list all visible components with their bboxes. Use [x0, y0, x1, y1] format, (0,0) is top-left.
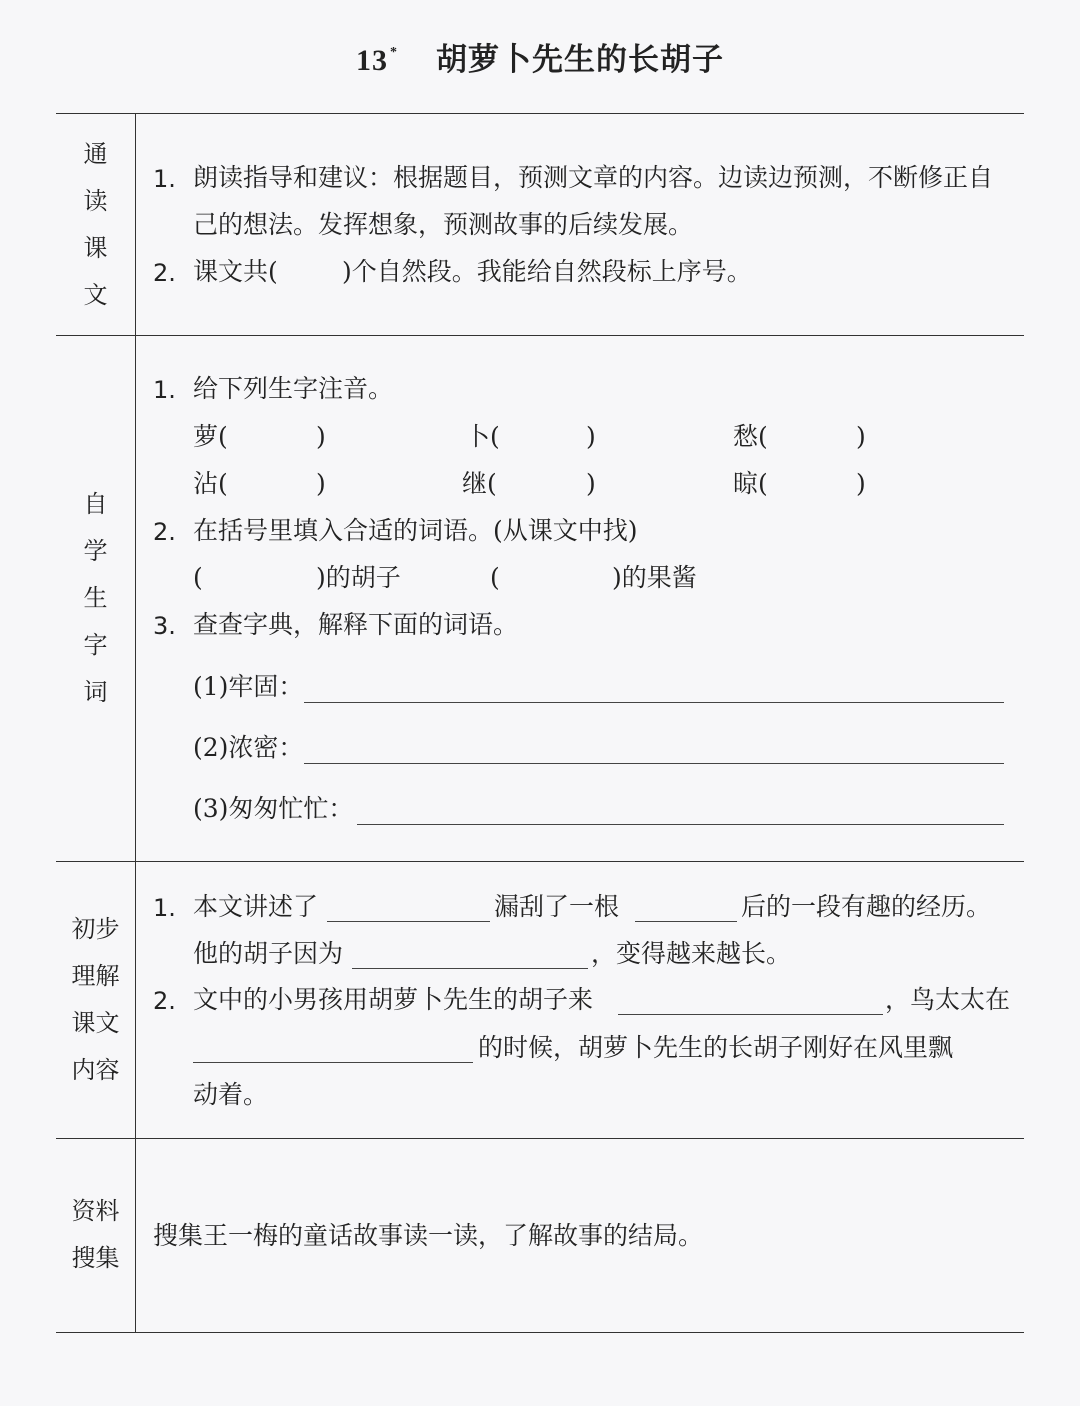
table-top-border — [56, 113, 1024, 114]
row-divider-2 — [56, 861, 1024, 862]
table-bottom-border — [56, 1332, 1024, 1333]
pinyin-item-bo: 卜( — [465, 422, 500, 451]
paragraph-count-prefix: 课文共( — [193, 257, 278, 286]
word-laogu-label: (1)牢固： — [193, 672, 304, 701]
bird-lady-prefix: ，鸟太太在 — [885, 985, 1011, 1014]
fill-open-paren: ( — [490, 563, 500, 592]
answer-line[interactable] — [193, 1062, 473, 1063]
question-number: 1. — [153, 894, 176, 922]
page-title — [0, 34, 1080, 79]
lesson-number: 13 * — [356, 44, 398, 77]
story-blank-suffix: 后的一段有趣的经历。 — [741, 892, 992, 921]
reading-guidance-line1: 朗读指导和建议：根据题目，预测文章的内容。边读边预测，不断修正自 — [193, 163, 994, 192]
pinyin-instruction: 给下列生字注音。 — [193, 374, 394, 403]
answer-line[interactable] — [304, 763, 1004, 764]
question-number: 3. — [153, 612, 176, 640]
word-nongmi-label: (2)浓密： — [193, 733, 304, 762]
pinyin-close: ) — [586, 469, 596, 498]
row-divider-3 — [56, 1138, 1024, 1139]
pinyin-close: ) — [586, 422, 596, 451]
pinyin-item-luo: 萝( — [193, 422, 228, 451]
self-study-mark: * — [390, 45, 398, 60]
answer-line[interactable] — [357, 824, 1004, 825]
row-divider-1 — [56, 335, 1024, 336]
pinyin-close: ) — [316, 469, 326, 498]
beard-fluttering-end: 动着。 — [193, 1080, 269, 1109]
question-number: 2. — [153, 259, 176, 287]
fill-open-paren: ( — [193, 563, 203, 592]
question-number: 2. — [153, 518, 176, 546]
question-number: 1. — [153, 376, 176, 404]
pinyin-item-zhan: 沾( — [193, 469, 228, 498]
section-label-read: 通 读 课 文 — [83, 140, 108, 309]
boy-use-prefix: 文中的小男孩用胡萝卜先生的胡子来 — [193, 985, 594, 1014]
section-label-research: 资料 搜集 — [71, 1197, 120, 1272]
fill-words-instruction: 在括号里填入合适的词语。(从课文中找) — [193, 516, 638, 545]
label-column-divider — [135, 114, 136, 1333]
answer-line[interactable] — [327, 921, 490, 922]
lesson-title: 胡萝卜先生的长胡子 — [436, 42, 724, 78]
word-congcong-label: (3)匆匆忙忙： — [193, 794, 354, 823]
research-task: 搜集王一梅的童话故事读一读，了解故事的结局。 — [153, 1221, 704, 1250]
pinyin-item-liang: 晾( — [733, 469, 768, 498]
answer-line[interactable] — [618, 1014, 883, 1015]
question-number: 1. — [153, 165, 176, 193]
story-blank-prefix: 本文讲述了 — [193, 892, 319, 921]
pinyin-close: ) — [856, 469, 866, 498]
pinyin-close: ) — [316, 422, 326, 451]
pinyin-item-ji: 继( — [462, 469, 497, 498]
pinyin-item-chou: 愁( — [733, 422, 768, 451]
pinyin-close: ) — [856, 422, 866, 451]
story-blank-middle: 漏刮了一根 — [494, 892, 620, 921]
answer-line[interactable] — [304, 702, 1004, 703]
fill-beard-phrase: )的胡子 — [316, 563, 401, 592]
section-label-vocab: 自 学 生 字 词 — [83, 490, 108, 706]
section-label-understanding: 初步 理解 课文 内容 — [71, 915, 120, 1084]
fill-jam-phrase: )的果酱 — [612, 563, 697, 592]
answer-line[interactable] — [635, 921, 737, 922]
beard-cause-suffix: ，变得越来越长。 — [591, 939, 792, 968]
reading-guidance-line2: 己的想法。发挥想象，预测故事的后续发展。 — [193, 210, 694, 239]
beard-cause-prefix: 他的胡子因为 — [193, 939, 344, 968]
dictionary-instruction: 查查字典，解释下面的词语。 — [193, 610, 519, 639]
paragraph-count-suffix: )个自然段。我能给自然段标上序号。 — [342, 257, 752, 286]
question-number: 2. — [153, 987, 176, 1015]
answer-line[interactable] — [352, 968, 588, 969]
beard-fluttering-text: 的时候，胡萝卜先生的长胡子刚好在风里飘 — [478, 1033, 954, 1062]
